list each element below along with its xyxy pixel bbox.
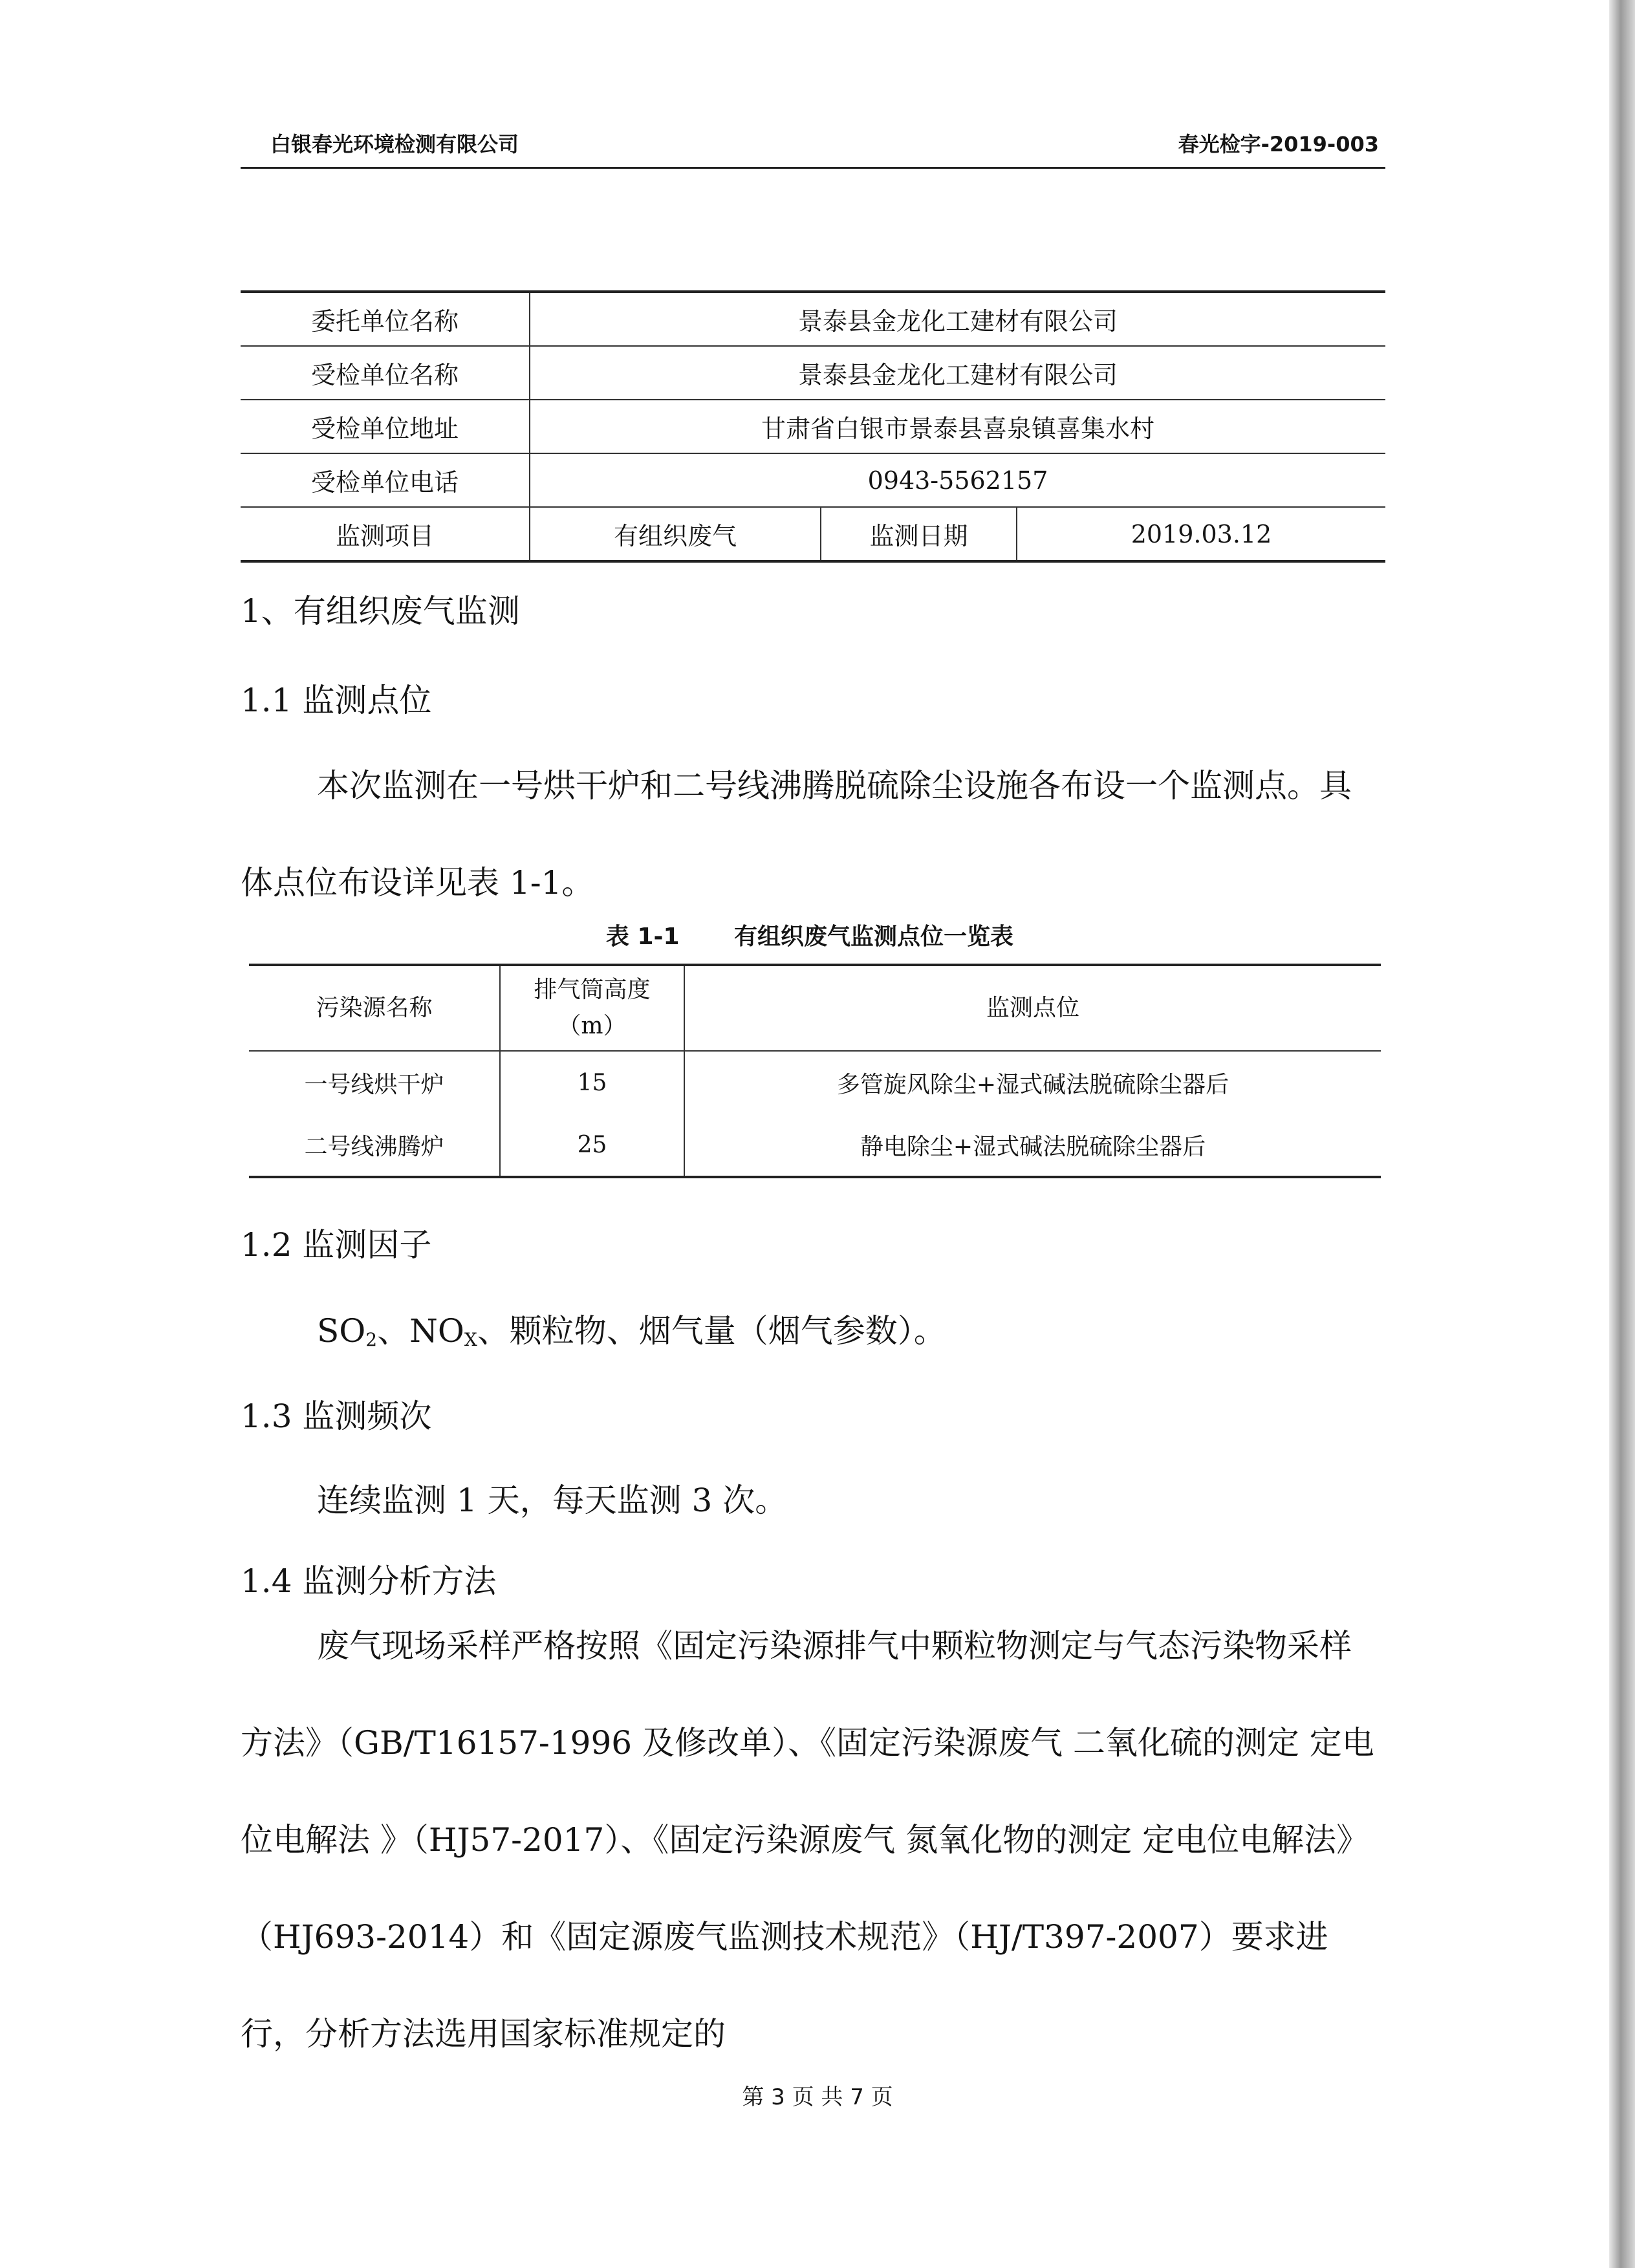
column-header: [500, 965, 684, 1051]
paragraph: 废气现场采样严格按照《固定污染源排气中颗粒物测定与气态污染物采样方法》（GB/T16157-1996 及修改单）、《固定污染源废气 二氧化硫的测定 定电位电解法 》（HJ57-2017）、《固定污染源废气 氮氧化物的测定 定电位电解法》（HJ693-2014）和《固定源废气监测技术规范》（HJ/T397-2007）要求进行，分析方法选用国家标准规定的: [241, 1627, 1374, 2053]
source-cell: 一号线烘干炉: [304, 1071, 444, 1098]
table-row: [241, 292, 1385, 346]
factors-text: $SO_2$、$NO_X$、颗粒物、烟气量（烟气参数）。: [317, 1312, 946, 1350]
frequency-text: 连续监测 1 天，每天监测 3 次。: [317, 1482, 788, 1519]
info-label: 监测日期: [821, 507, 1017, 561]
table-row: [249, 1114, 1381, 1177]
table-number: 表 1-1: [605, 923, 680, 950]
info-value: 景泰县金龙化工建材有限公司: [530, 346, 1385, 400]
paragraph: 本次监测在一号烘干炉和二号线沸腾脱硫除尘设施各布设一个监测点。具体点位布设详见表 1-1。: [241, 767, 1352, 902]
client-info-table: [241, 290, 1385, 563]
subsection-heading: 1.3 监测频次: [241, 1398, 432, 1435]
header-divider: [241, 167, 1385, 169]
info-value: 景泰县金龙化工建材有限公司: [530, 292, 1385, 346]
point-cell: 静电除尘+湿式碱法脱硫除尘器后: [684, 1114, 1381, 1177]
page-header: [241, 122, 1385, 160]
column-header-line: 排气筒高度: [534, 977, 651, 1004]
page-edge-shadow: [1609, 0, 1635, 2268]
table-row: [241, 453, 1385, 507]
height-cell: 25: [500, 1114, 684, 1177]
column-header-unit: （m）: [558, 1013, 627, 1039]
column-header: 监测点位: [684, 965, 1381, 1051]
table-row: [241, 507, 1385, 561]
height-cell: 15: [500, 1051, 684, 1114]
report-number: 春光检字-2019-003: [1178, 132, 1379, 157]
info-value: 0943-5562157: [530, 453, 1385, 507]
info-value: 有组织废气: [530, 507, 821, 561]
subsection-heading: 1.4 监测分析方法: [241, 1562, 497, 1600]
info-label: 委托单位名称: [241, 292, 530, 346]
page-number: 第 3 页 共 7 页: [742, 2084, 893, 2110]
info-label: 受检单位地址: [241, 400, 530, 453]
info-label: 受检单位电话: [241, 453, 530, 507]
table-caption: [241, 918, 1379, 951]
company-name: 白银春光环境检测有限公司: [270, 132, 519, 157]
info-label: 监测项目: [241, 507, 530, 561]
table-row: [249, 1051, 1381, 1114]
info-label: 受检单位名称: [241, 346, 530, 400]
monitoring-points-table: [249, 964, 1381, 1178]
info-value: 2019.03.12: [1017, 507, 1385, 561]
source-cell: 二号线沸腾炉: [304, 1133, 444, 1160]
point-cell: 多管旋风除尘+湿式碱法脱硫除尘器后: [684, 1051, 1381, 1114]
column-header: 污染源名称: [316, 995, 433, 1022]
info-value: 甘肃省白银市景泰县喜泉镇喜集水村: [530, 400, 1385, 453]
table-title: 有组织废气监测点位一览表: [734, 923, 1014, 950]
subsection-heading: 1.2 监测因子: [241, 1226, 432, 1264]
section-heading: 1、有组织废气监测: [241, 592, 520, 630]
subsection-heading: 1.1 监测点位: [241, 682, 432, 719]
table-header-row: [249, 965, 1381, 1051]
table-row: [241, 346, 1385, 400]
table-row: [241, 400, 1385, 453]
